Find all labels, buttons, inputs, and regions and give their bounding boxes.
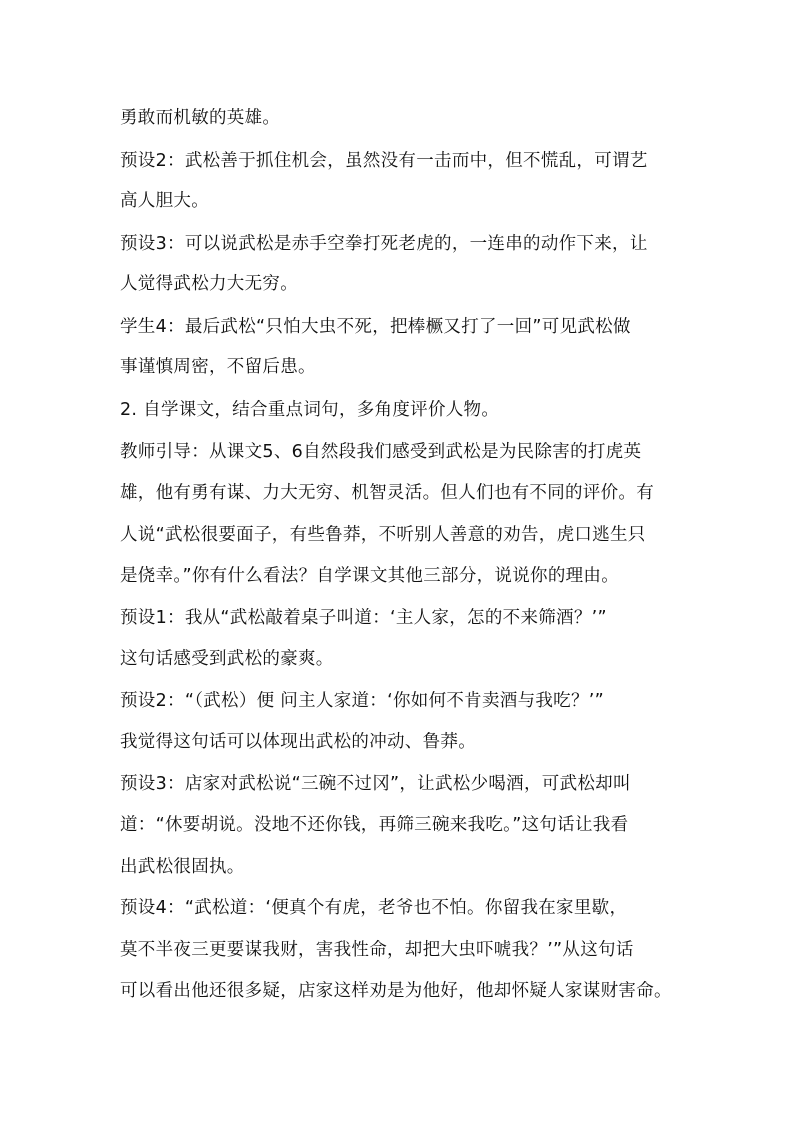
text-line: 高人胆大。 [120,191,209,211]
text-line: 预设2：“（武松）便 问主人家道：‘你如何不肯卖酒与我吃？’” [120,691,605,711]
text-line: 事谨慎周密，不留后患。 [120,357,316,377]
text-line: 道：“休要胡说。没地不还你钱，再筛三碗来我吃。”这句话让我看 [120,815,629,835]
text-line: 勇敢而机敏的英雄。 [120,108,281,128]
text-line: 是侥幸。”你有什么看法？自学课文其他三部分，说说你的理由。 [120,566,620,586]
text-line: 2. 自学课文，结合重点词句，多角度评价人物。 [120,400,500,420]
text-line: 出武松很固执。 [120,857,245,877]
text-line: 人说“武松很要面子，有些鲁莽，不听别人善意的劝告，虎口逃生只 [120,525,646,545]
text-line: 预设2：武松善于抓住机会，虽然没有一击而中，但不慌乱，可谓艺 [120,151,648,171]
text-line: 莫不半夜三更要谋我财，害我性命，却把大虫吓唬我？’”从这句话 [120,940,634,960]
text-line: 可以看出他还很多疑，店家这样劝是为他好，他却怀疑人家谋财害命。 [120,981,672,1001]
text-line: 学生4：最后武松“只怕大虫不死，把棒橛又打了一回”可见武松做 [120,317,631,337]
text-line: 预设3：可以说武松是赤手空拳打死老虎的，一连串的动作下来，让 [120,234,648,254]
text-line: 我觉得这句话可以体现出武松的冲动、鲁莽。 [120,732,476,752]
text-line: 预设3：店家对武松说“三碗不过冈”，让武松少喝酒，可武松却叫 [120,774,631,794]
text-line: 这句话感受到武松的豪爽。 [120,649,334,669]
text-line: 教师引导：从课文5、6自然段我们感受到武松是为民除害的打虎英 [120,442,642,462]
text-line: 雄，他有勇有谋、力大无穷、机智灵活。但人们也有不同的评价。有 [120,483,654,503]
text-line: 预设1：我从“武松敲着桌子叫道：‘主人家，怎的不来筛酒？’” [120,608,607,628]
text-line: 预设4：“武松道：‘便真个有虎，老爷也不怕。你留我在家里歇， [120,898,628,918]
text-line: 人觉得武松力大无穷。 [120,274,298,294]
